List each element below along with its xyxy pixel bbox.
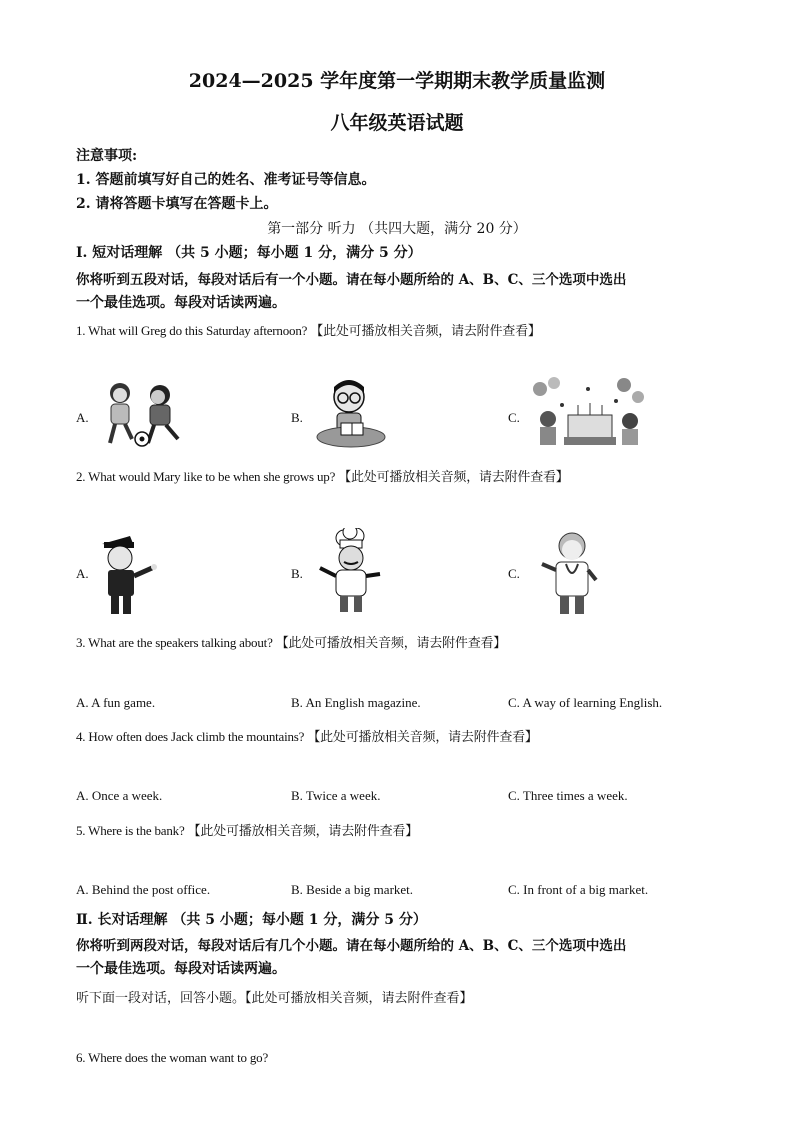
q4-option-b: B. Twice a week. <box>291 788 381 803</box>
q4-option-c: C. Three times a week. <box>508 788 628 803</box>
question-2 <box>76 466 569 485</box>
audio-note: 【此处可播放相关音频，请去附件查看】 <box>275 636 507 651</box>
question-4 <box>76 726 538 745</box>
section1-instruction-2: 一个最佳选项。每段对话读两遍。 <box>76 295 286 311</box>
question-2-text: 2. What would Mary like to be when she grows up? <box>76 469 336 484</box>
listen-prompt: 听下面一段对话，回答小题。【此处可播放相关音频，请去附件查看】 <box>76 991 473 1006</box>
q1-option-a-label: A. <box>76 410 89 425</box>
q1-option-b-label: B. <box>291 410 303 425</box>
question-5-text: 5. Where is the bank? <box>76 823 185 838</box>
notice-item-1: 1. 答题前填写好自己的姓名、准考证号等信息。 <box>76 172 376 188</box>
q4-option-a: A. Once a week. <box>76 788 163 803</box>
question-4-text: 4. How often does Jack climb the mountains? <box>76 729 305 744</box>
police-officer-image <box>90 532 190 616</box>
q2-option-a-label: A. <box>76 566 89 581</box>
q3-option-c: C. A way of learning English. <box>508 695 663 710</box>
q2-option-b-label: B. <box>291 566 303 581</box>
audio-note: 【此处可播放相关音频，请去附件查看】 <box>187 824 419 839</box>
q1-option-c-label: C. <box>508 410 520 425</box>
chef-image <box>306 528 406 616</box>
exam-subtitle: 八年级英语试题 <box>330 112 464 134</box>
birthday-party-image <box>528 375 648 453</box>
exam-title: 2024—2025 学年度第一学期期末教学质量监测 <box>188 70 606 92</box>
question-5 <box>76 820 418 839</box>
section2-instruction-2: 一个最佳选项。每段对话读两遍。 <box>76 961 286 977</box>
q2-option-c-label: C. <box>508 566 520 581</box>
notice-heading: 注意事项: <box>76 148 138 164</box>
section2-heading: Ⅱ. 长对话理解 （共 5 小题；每小题 1 分，满分 5 分） <box>76 912 427 928</box>
soccer-kids-image <box>92 375 192 453</box>
audio-note: 【此处可播放相关音频，请去附件查看】 <box>338 470 569 485</box>
q5-option-a: A. Behind the post office. <box>76 882 211 897</box>
q3-option-a: A. A fun game. <box>76 695 156 710</box>
question-3 <box>76 632 506 651</box>
section1-heading: Ⅰ. 短对话理解 （共 5 小题；每小题 1 分，满分 5 分） <box>76 245 422 261</box>
question-3-text: 3. What are the speakers talking about? <box>76 635 273 650</box>
audio-note: 【此处可播放相关音频，请去附件查看】 <box>307 730 538 745</box>
q3-option-b: B. An English magazine. <box>291 695 421 710</box>
section1-instruction-1: 你将听到五段对话，每段对话后有一个小题。请在每小题所给的 A、B、C、三个选项中选出 <box>76 272 627 288</box>
question-1-text: 1. What will Greg do this Saturday afternoon? <box>76 323 308 338</box>
question-6: 6. Where does the woman want to go? <box>76 1050 269 1065</box>
boy-reading-image <box>307 375 407 453</box>
doctor-image <box>530 530 630 616</box>
notice-item-2: 2. 请将答题卡填写在答题卡上。 <box>76 196 278 212</box>
q5-option-b: B. Beside a big market. <box>291 882 414 897</box>
q5-option-c: C. In front of a big market. <box>508 882 649 897</box>
question-1 <box>76 320 541 339</box>
audio-note: 【此处可播放相关音频，请去附件查看】 <box>310 324 541 339</box>
part1-title: 第一部分 听力 （共四大题，满分 20 分） <box>267 221 527 237</box>
section2-instruction-1: 你将听到两段对话，每段对话后有几个小题。请在每小题所给的 A、B、C、三个选项中选出 <box>76 938 627 954</box>
